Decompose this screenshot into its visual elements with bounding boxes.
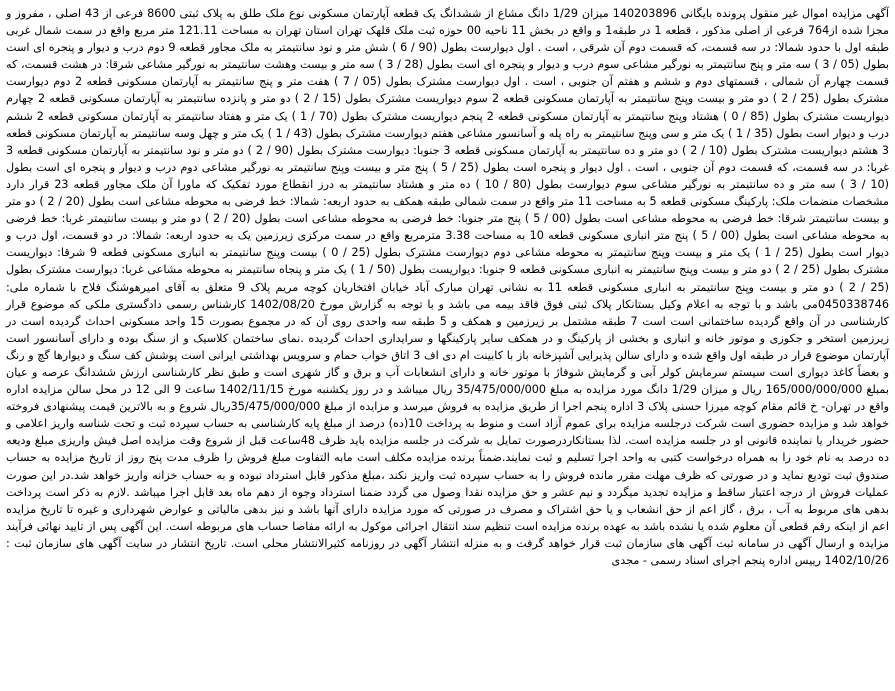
notice-line: 48ساعت قبل از شروع وقت مزایده اصل فیش واریزی مبلغ ودیعه ده درصد به نام خود را به همراه درخواست کتبی به واحد اجرا تسلیم و ثبت نمایند.ضمناً برنده مزایده مکلف است [6,434,890,465]
notice-line: به بالاترین قیمت پیشنهادی فروخته خواهد شد و مزایده حضوری است شرکت درجلسه مزایده برای عموم آزاد است و منوط به پرداخت 10(ده) درصد از مبلغ پایه کارشناسی به [6,400,889,431]
notice-line: مذکور قابل استرداد نبوده و به حساب خزانه واریز خواهد شد.در این صورت عملیات فروش از درجه اعتبار ساقط و مزایده تجدید میگردد و نیم عشر و حق مزایده نقدا وصول می گردد [6,468,889,499]
auction-notice-text [6,5,889,569]
notice-line: مفروز و مجزا شده از764 فرعی از اصلی مذکور ، قطعه 1 در طبقه1 و واقع در بخش 11 ناحیه 00 حوزه ثبت ملک قلهک تهران استان تهران به مساحت 121.11 متر مربع واقع در [6,7,890,38]
notice-line: بیست وپنج سانتیمتر به انباری مسکونی قطعه 9 جنوبا: دیواریست بطول (50 / 1 ) یک متر و پنجاه سانتیمتر به محوطه مشاعی غربا: دیوارست مشترک بطول (25 / 2 ) دو متر و [6,263,889,294]
notice-line: سانتیمتر به آپارتمان مسکونی قطعه 2 دوم دیوارست مشترک بطول (25 / 2 ) دو متر و بیست وپنج سانتیمتر به آپارتمان مسکونی قطعه 2 سوم دیواریست مشترک بطول (15 / 2 ) [6,75,890,106]
notice-line: در آن واقع گردیده ساختمانی است است 7 طبقه مشتمل بر زیرزمین و همکف و 5 طبقه سه واحدی روی آن که در مجموع بصورت 15 واحد مسکونی احداث گردیده است در زیرزمین [6,314,889,345]
notice-line: به منزله انتشار آگهی در روزنامه کثیرالانتشار محلی است. تاریخ انتشار در سایت آگهی های سازمان ثبت : 1402/10/26 رییس اداره پنجم اجرای اسناد رسمی - مجدی [6,536,889,567]
notice-line: استخر و جکوزی و موتور خانه و انباری و بخشی از پارکینگ و در همکف سایر پارکینگها و سرایداری احداث گردیده .نمای ساختمان کلاسیک و از سنگ بوده و دارای آسانسور است [6,331,847,345]
notice-line: قطعه 3 جنوبا: دیوارست مشترک بطول (90 / 2 ) دو متر و نود سانتیمتر به آپارتمان مسکونی قطعه 3 غربا: در سه قسمت، که قسمت دوم آن جنوبی ، است . اول دیوار و پنجره [6,143,889,174]
notice-line: است بطول (25 / 5 ) پنج متر و بیست وپنج سانتیمتر به نورگیر مشاعی دوم درب و دیوار و پنجره ای است بطول (10 / 3 ) سه متر و ده سانتیمتر به نورگیر مشاعی سوم دیوارست [6,160,889,191]
notice-line: حساب سپرده ثبت و تحت شناسه واریز اعلامی و حضور خریدار یا نماینده قانونی او در جلسه مزایده است. لذا بستانکاردرصورت تمایل به شرکت در جلسه مزایده باید ظرف [6,417,889,448]
notice-line: دو متر و پانزده سانتیمتر به آپارتمان مسکونی قطعه 2 چهارم دیواریست مشترک بطول (85 / 0 ) هشتاد وپنج سانتیمتر به آپارتمان مسکونی قطعه 2 پنجم دیواریست مشترک بطول [6,92,890,123]
notice-line: گچ و رنگ و بعضاً کاغذ دیواری است سیستم سرمایش کولر آبی و گرمایش شوفاژ با موتور خانه و دارای انشعابات آب و برق و گاز شهری است و طبق نظر کارشناسی ارزش [6,348,889,379]
notice-line: دوم درب و دیوار و پنجره ای است بطول (05 / 3 ) سه متر و پنج سانتیمتر به نورگیر مشاعی سوم درب و دیوار و پنجره ای است بطول (28 / 3 ) سه متر و بیست وهشت سانتیمتر به [6,41,889,72]
notice-line: بیست وپنج سانتیمتر به انباری مسکونی قطعه 11 به نشانی تهران مبارک آباد خیابان افتخاریان کوچه مریم پلاک 9 متعلق به آقای امیرهوشنگ فلاح با شماره ملی: 0450338746می [6,280,889,311]
notice-line: (70 / 1 ) یک متر و هفتاد سانتیمتر به آپارتمان مسکونی قطعه 2 ششم درب و دیوار است بطول (35 / 1 ) یک متر و سی وپنج سانتیمتر به راه پله و آسانسور مشاعی هفتم [6,109,889,140]
notice-line: 12 در محل سالن مزایده اداره واقع در تهران- خ قائم مقام کوچه میرزا حسنی پلاک 3 اداره پنجم اجرا از طریق مزایده به فروش میرسد و مزایده از مبلغ 35/475/000/000ریال شروع و [6,383,889,414]
notice-line: دیوارست مشترک بطول (43 / 1 ) یک متر و چهل وسه سانتیمتر به آپارتمان مسکونی قطعه 3 هشتم دیواریست مشترک بطول (10 / 2 ) دو متر و ده سانتیمتر به آپارتمان مسکونی [6,126,890,157]
notice-line: انتقال اجرائی موکول به ارائه مفاصا حساب های مربوطه است. این آگهی پس از تایید نهائی فرآیند مزایده و ارسال آگهی در سامانه ثبت آگهی های سازمان ثبت قرار خواهد گرفت و [6,519,890,550]
notice-line: نورگیر مشاعی شرقا: در هشت قسمت، که قسمت چهارم آن شمالی ، قسمتهای دوم و ششم و هفتم آن جنوبی ، است . اول دیوارست مشترک بطول (05 / 7 ) هفت متر و پنج [6,58,889,89]
notice-line: متر انباری مسکونی قطعه 10 به مساحت 3.38 مترمربع واقع در سمت مرکزی زیرزمین یک به حدود اربعه: شمالا: در دو قسمت، اول درب و دیوار است بطول (25 / 1 ) یک متر و [6,229,890,260]
notice-line: است بطول (00 / 5 ) پنج متر جنوبا: خط فرضی به محوطه مشاعی است بطول (20 / 2 ) دو متر و بیست سانتیمتر غربا: خط فرضی به محوطه مشاعی است بطول (00 / 5 ) پنج [6,212,889,243]
notice-line: ضمنا استرداد وجوه از دهم ماه بعد قابل اجرا میباشد .لازم به ذکر است پرداخت بدهی های مربوط به آب ، برق ، گاز اعم از حق انشعاب و یا حق اشتراک و مصرف در صورتی که مورد [6,485,889,516]
notice-line: بطول (80 / 10 ) ده متر و هشتاد سانتیمتر به درز انقطاع مورد تفکیک که ماورا آن ملک مجاور قطعه 23 قرار دارد مشخصات منضمات ملک: پارکینگ مسکونی قطعه 5 به مساحت 11 [6,177,889,209]
notice-line: سمت شمال غربی طبقه اول با حدود شمالا: در سه قسمت، که قسمت دوم آن شرقی ، است . اول دیوارست بطول (90 / 6 ) شش متر و نود سانتیمتر به ملک مجاور قطعه 9 [6,24,889,55]
notice-line: باشد و با توجه به اعلام وکیل بستانکار پلاک ثبتی فوق فاقد بیمه می باشد و با توجه به گزارش مورخ 1402/08/20 کارشناس رسمی دادگستری ملکی که موضوع قرار کارشناسی [6,297,889,328]
notice-line: مزایده دارای آنها باشد و نیز بدهی مالیاتی و عوارض شهرداری و غیره تا تاریخ مزایده اعم از اینکه رقم قطعی آن معلوم شده یا نشده باشد به عهده برنده مزایده است تنظیم سند [6,502,889,533]
notice-line: آگهی مزایده اموال غیر منقول پرونده بایگانی 140203896 میزان 1/29 دانگ مشاع از ششدانگ یک قطعه آپارتمان مسکونی نوع ملک طلق به پلاک ثبتی 8600 فرعی از 43 اصلی ، [47,7,889,20]
notice-line: متر واقع در سمت شمالی طبقه همکف به حدود اربعه: شمالا: خط فرضی به محوطه مشاعی است بطول (20 / 2 ) دو متر و بیست سانتیمتر شرقا: خط فرضی به محوطه مشاعی [6,195,889,226]
notice-line: بیست وپنج سانتیمتر به محوطه مشاعی دوم دیوارست مشترک بطول (25 / 0 ) بیست وپنج سانتیمتر به انباری مسکونی قطعه 9 شرقا: دیواریست مشترک بطول (25 / 2 ) دو متر و [6,246,889,277]
notice-line: آپارتمان موضوع قرار در طبقه اول واقع شده و دارای سالن پذیرایی آشپزخانه باز با کابینت ام دی اف 3 اتاق خواب حمام و سرویس بهداشتی ایرانی است پوشش کف سنگ و دیوارها [53,348,890,362]
notice-line: مابه التفاوت مبلغ فروش را ظرف مدت پنج روز از تاریخ مزایده به حساب صندوق ثبت تودیع نماید و در صورتی که ظرف مهلت مقرر مانده فروش را به حساب سپرده ثبت واریز نکند ،مبلغ [6,451,889,482]
notice-line: ششدانگ عرصه و عیان بمبلغ 165/000/000/000 ریال و میزان 1/29 دانگ مورد مزایده به مبلغ 35/475/000/000 ریال میباشد و در روز یکشنبه مورخ 1402/11/15 ساعت 9 الی [6,365,889,397]
